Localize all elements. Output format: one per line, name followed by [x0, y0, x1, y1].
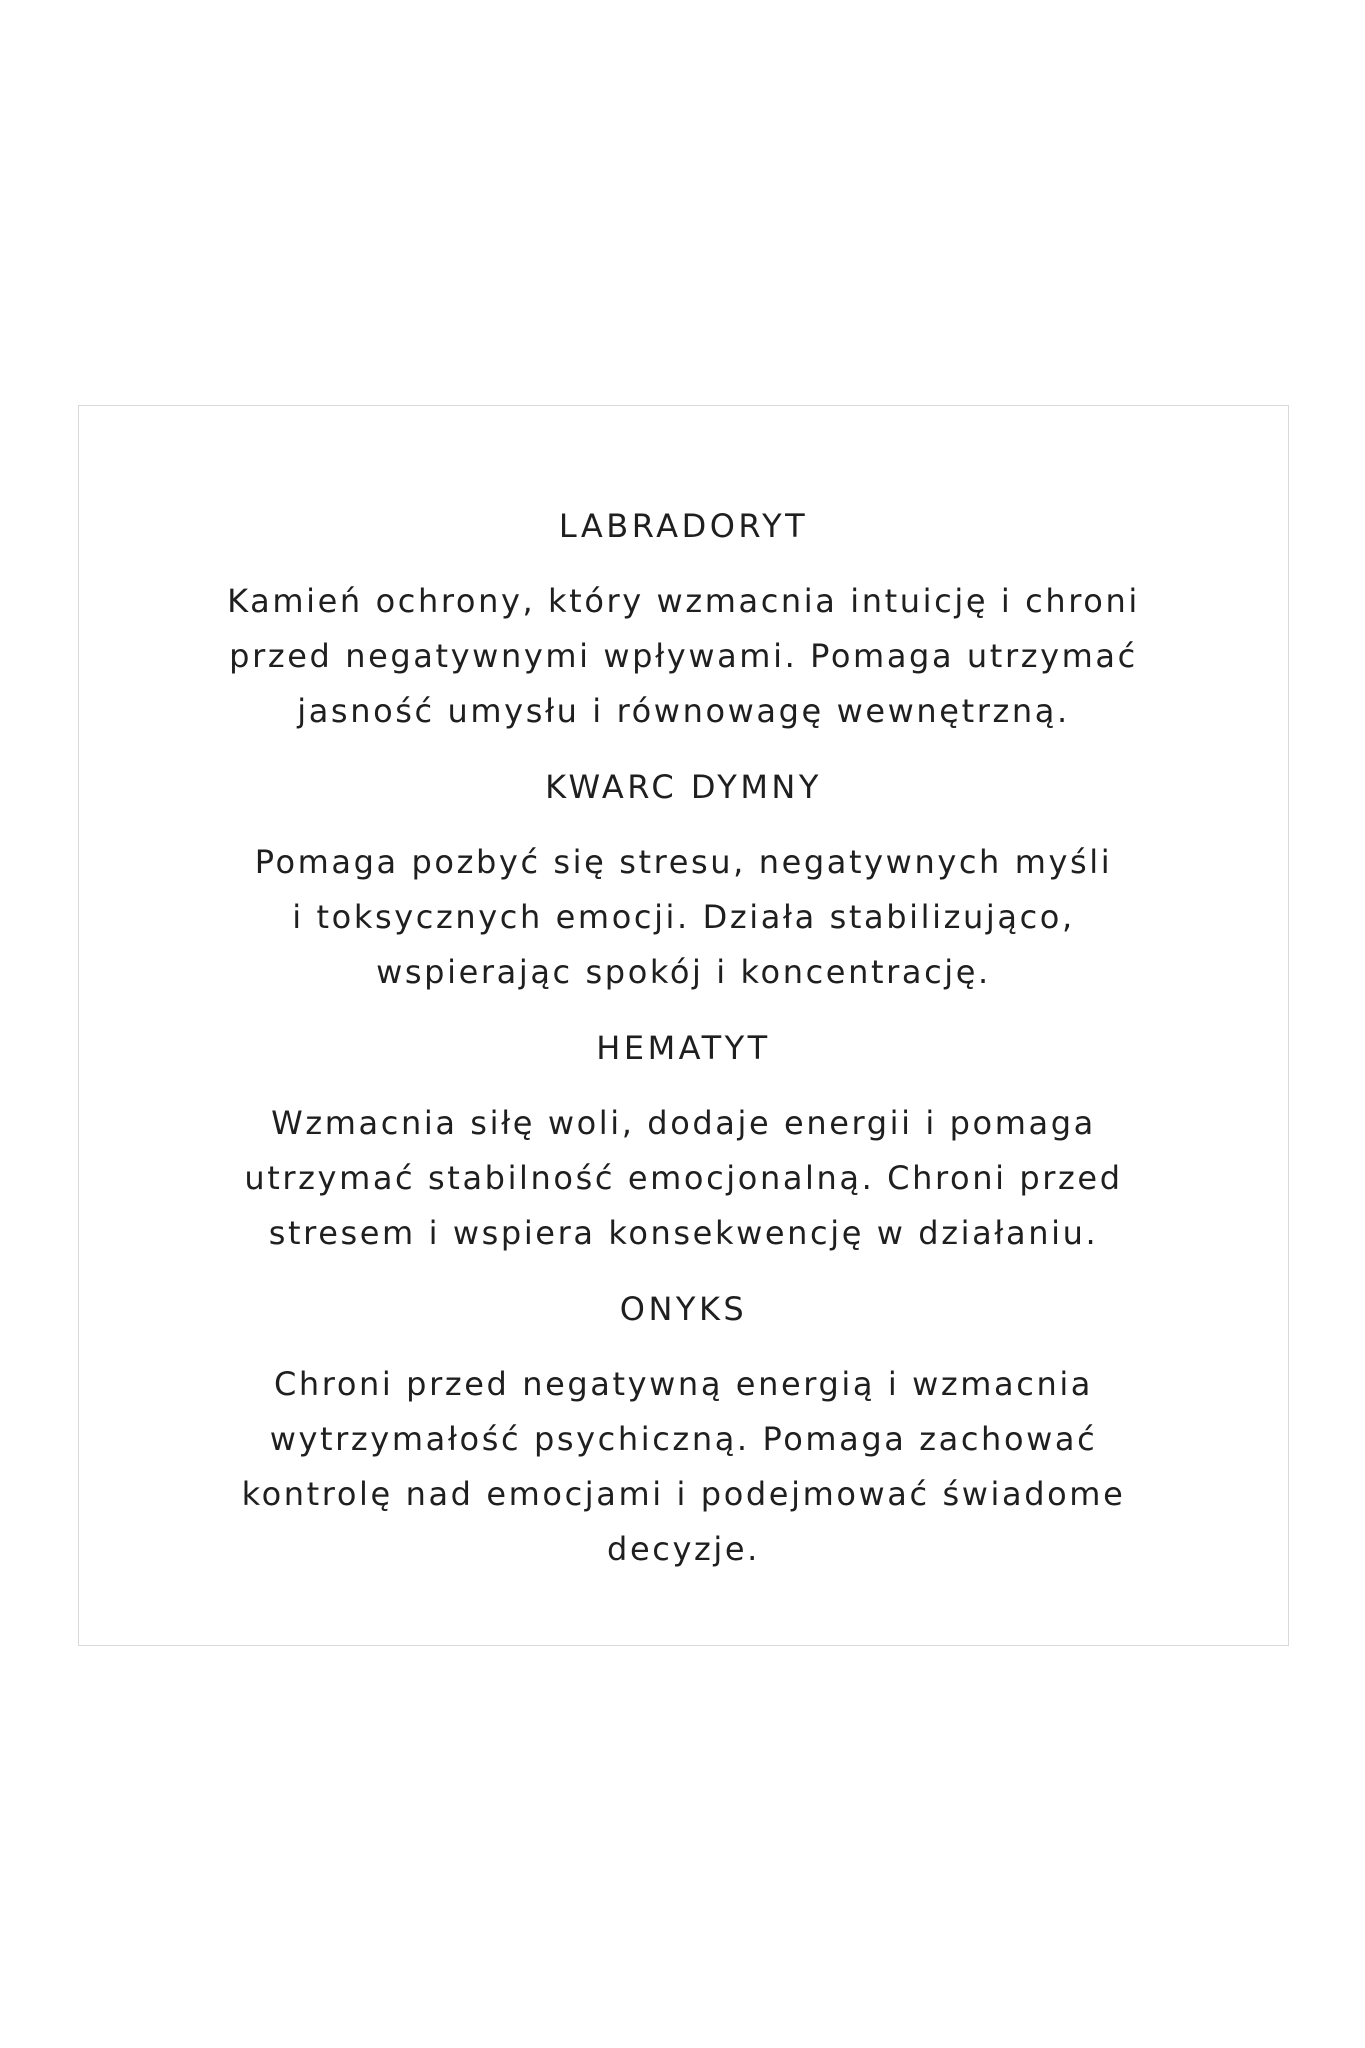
stone-kwarc-dymny: [79, 767, 1288, 1000]
description-line: wytrzymałość psychiczną. Pomaga zachować: [269, 1420, 1098, 1458]
stone-description: [184, 835, 1184, 1000]
description-line: Kamień ochrony, który wzmacnia intuicję i chroni: [227, 582, 1140, 620]
description-line: utrzymać stabilność emocjonalną. Chroni przed: [244, 1159, 1123, 1197]
description-line: stresem i wspiera konsekwencję w działaniu.: [268, 1214, 1099, 1252]
stone-description: [184, 574, 1184, 739]
description-line: jasność umysłu i równowagę wewnętrzną.: [297, 692, 1070, 730]
description-line: kontrolę nad emocjami i podejmować świadome: [241, 1475, 1126, 1513]
description-line: Wzmacnia siłę woli, dodaje energii i pomaga: [271, 1104, 1096, 1142]
description-line: przed negatywnymi wpływami. Pomaga utrzymać: [229, 637, 1138, 675]
description-line: Pomaga pozbyć się stresu, negatywnych myśli: [254, 843, 1113, 881]
stone-name: ONYKS: [619, 1290, 748, 1328]
stone-name: HEMATYT: [596, 1029, 771, 1067]
stone-name: LABRADORYT: [558, 507, 809, 545]
stone-description: [184, 1357, 1184, 1577]
stones-card: [78, 405, 1289, 1646]
description-line: i toksycznych emocji. Działa stabilizująco,: [292, 898, 1075, 936]
stones-list: [79, 506, 1288, 1605]
description-line: wspierając spokój i koncentrację.: [376, 953, 991, 991]
stone-name: KWARC DYMNY: [545, 768, 822, 806]
stone-labradoryt: [79, 506, 1288, 739]
stone-description: [184, 1096, 1184, 1261]
stone-hematyt: [79, 1028, 1288, 1261]
description-line: decyzje.: [607, 1530, 760, 1568]
stone-onyks: [79, 1289, 1288, 1577]
description-line: Chroni przed negatywną energią i wzmacnia: [273, 1365, 1094, 1403]
